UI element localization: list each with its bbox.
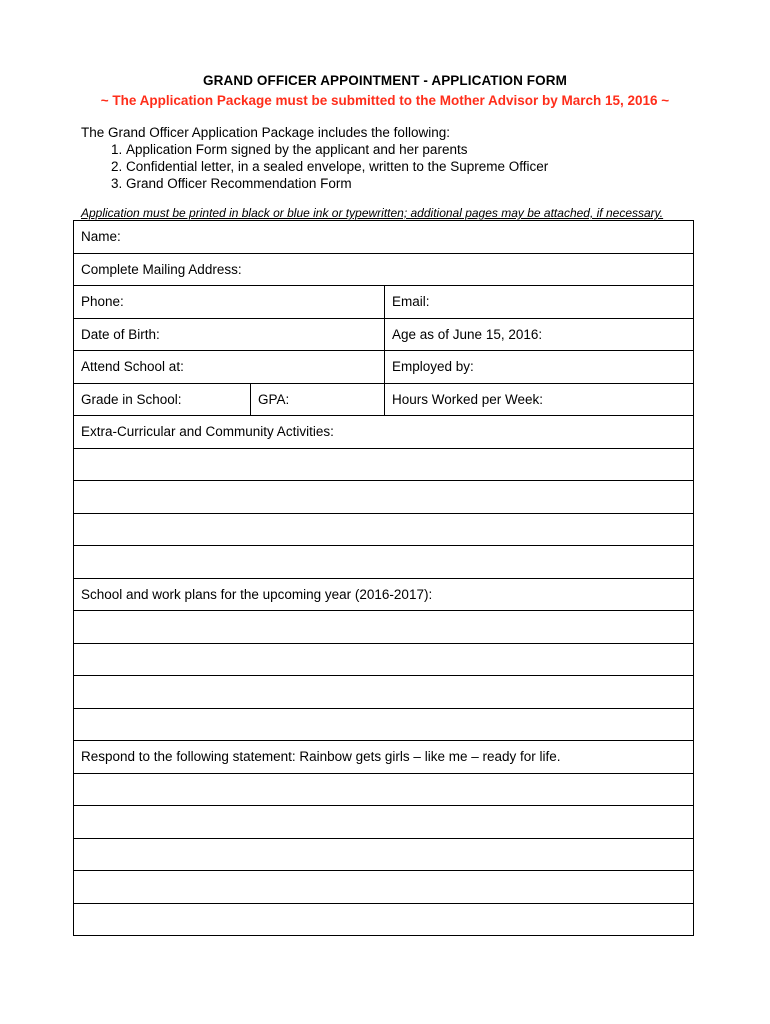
mailing-address-field[interactable]: Complete Mailing Address:: [74, 253, 694, 286]
hours-worked-field[interactable]: Hours Worked per Week:: [385, 383, 694, 416]
date-of-birth-field[interactable]: Date of Birth:: [74, 318, 385, 351]
plans-line[interactable]: [74, 611, 694, 644]
statement-line[interactable]: [74, 806, 694, 839]
plans-line[interactable]: [74, 643, 694, 676]
statement-line[interactable]: [74, 773, 694, 806]
plans-line[interactable]: [74, 676, 694, 709]
email-field[interactable]: Email:: [385, 286, 694, 319]
school-field[interactable]: Attend School at:: [74, 351, 385, 384]
name-field[interactable]: Name:: [74, 221, 694, 254]
activities-line[interactable]: [74, 448, 694, 481]
phone-field[interactable]: Phone:: [74, 286, 385, 319]
employer-field[interactable]: Employed by:: [385, 351, 694, 384]
grade-field[interactable]: Grade in School:: [74, 383, 251, 416]
package-list: [81, 141, 548, 192]
gpa-field[interactable]: GPA:: [251, 383, 385, 416]
statement-line[interactable]: [74, 871, 694, 904]
package-item: 1. Application Form signed by the applicant and her parents: [126, 141, 548, 158]
form-title: GRAND OFFICER APPOINTMENT - APPLICATION FORM: [203, 73, 567, 88]
package-item: 2. Confidential letter, in a sealed envelope, written to the Supreme Officer: [126, 158, 548, 175]
age-field[interactable]: Age as of June 15, 2016:: [385, 318, 694, 351]
package-contents: [81, 124, 548, 192]
plans-line[interactable]: [74, 708, 694, 741]
activities-line[interactable]: [74, 481, 694, 514]
submission-deadline: ~ The Application Package must be submitted to the Mother Advisor by March 15, 2016 ~: [100, 93, 670, 108]
statement-line[interactable]: [74, 903, 694, 936]
application-form: [73, 220, 694, 936]
package-lead: The Grand Officer Application Package includes the following:: [81, 125, 450, 140]
package-item: 3. Grand Officer Recommendation Form: [126, 175, 548, 192]
activities-line[interactable]: [74, 546, 694, 579]
statement-line[interactable]: [74, 838, 694, 871]
activities-label: Extra-Curricular and Community Activities:: [74, 416, 694, 449]
instructions-note: Application must be printed in black or blue ink or typewritten; additional pages may be attached, if necessary.: [81, 206, 664, 220]
plans-label: School and work plans for the upcoming year (2016-2017):: [74, 578, 694, 611]
statement-label: Respond to the following statement: Rainbow gets girls – like me – ready for life.: [74, 741, 694, 774]
activities-line[interactable]: [74, 513, 694, 546]
